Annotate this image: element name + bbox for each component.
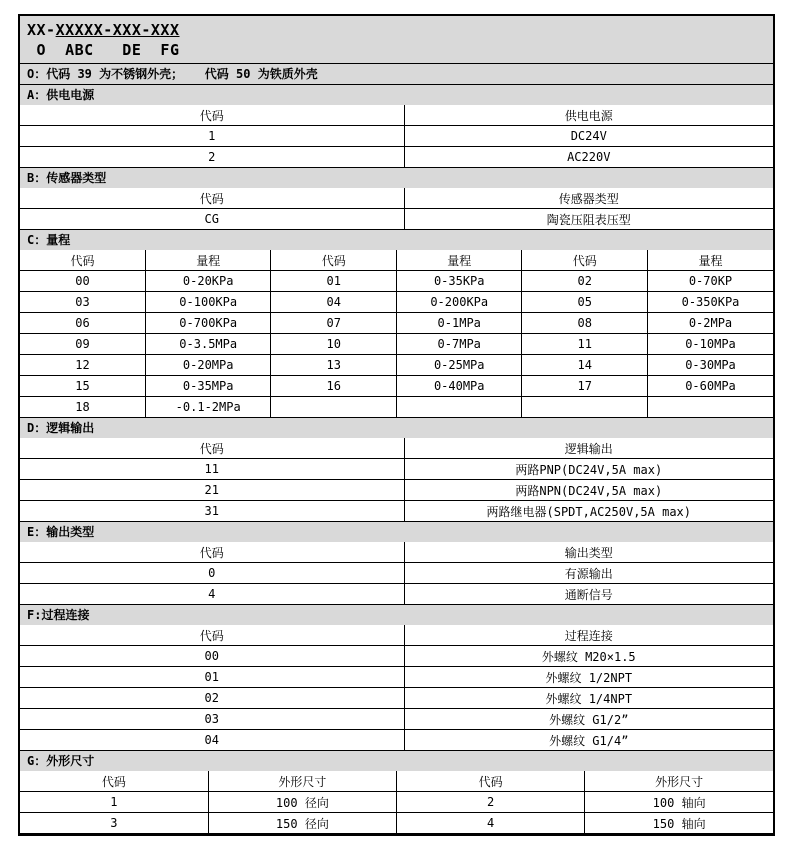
column-header-row (20, 542, 773, 563)
section-E (20, 522, 773, 605)
title-block (20, 16, 773, 64)
table-row (20, 563, 773, 584)
column-header-cell: 代码 (271, 250, 397, 271)
column-header-row (20, 105, 773, 126)
table-row (20, 147, 773, 168)
code-cell: 11 (20, 459, 404, 480)
code-cell: 16 (271, 376, 397, 397)
value-cell: 外螺纹 M20×1.5 (404, 646, 773, 667)
column-header-row (20, 438, 773, 459)
value-cell: 陶瓷压阻表压型 (404, 209, 773, 230)
value-cell: 150 轴向 (585, 813, 773, 834)
column-header-cell: 外形尺寸 (208, 771, 396, 792)
code-cell (522, 397, 648, 418)
code-cell: 11 (522, 334, 648, 355)
value-cell: 通断信号 (404, 584, 773, 605)
code-cell (271, 397, 397, 418)
code-cell: 08 (522, 313, 648, 334)
section-title-F: F:过程连接 (20, 605, 773, 625)
table-row (20, 646, 773, 667)
code-cell: 12 (20, 355, 145, 376)
model-code (27, 20, 773, 40)
code-cell: 4 (20, 584, 404, 605)
column-header-cell: 量程 (145, 250, 271, 271)
model-code-underlined: XXXXX-XXX-XXX (55, 21, 180, 39)
section-title-B: B：传感器类型 (20, 168, 773, 188)
code-cell: 0 (20, 563, 404, 584)
code-cell: CG (20, 209, 404, 230)
code-cell: 2 (397, 792, 585, 813)
column-header-cell: 代码 (397, 771, 585, 792)
table-row (20, 209, 773, 230)
code-cell: 02 (522, 271, 648, 292)
code-cell: 31 (20, 501, 404, 522)
code-cell: 03 (20, 709, 404, 730)
value-cell: 0-10MPa (648, 334, 774, 355)
value-cell: 0-30MPa (648, 355, 774, 376)
table-row (20, 709, 773, 730)
value-cell: 0-60MPa (648, 376, 774, 397)
table-row (20, 313, 773, 334)
column-header-row (20, 188, 773, 209)
column-header-cell: 输出类型 (404, 542, 773, 563)
value-cell: 150 径向 (208, 813, 396, 834)
section-table-A (20, 105, 773, 168)
section-title-A: A：供电电源 (20, 85, 773, 105)
code-cell: 14 (522, 355, 648, 376)
code-cell: 13 (271, 355, 397, 376)
value-cell: 外螺纹 G1/2” (404, 709, 773, 730)
section-D (20, 418, 773, 522)
value-cell: 100 轴向 (585, 792, 773, 813)
section-G (20, 751, 773, 834)
table-row (20, 792, 773, 813)
model-code-spec-table (18, 14, 775, 836)
table-row (20, 688, 773, 709)
table-row (20, 397, 773, 418)
column-header-row (20, 771, 773, 792)
column-header-cell: 代码 (20, 771, 208, 792)
code-cell: 01 (271, 271, 397, 292)
value-cell: 0-20MPa (145, 355, 271, 376)
value-cell: 0-2MPa (648, 313, 774, 334)
section-C (20, 230, 773, 418)
code-cell: 3 (20, 813, 208, 834)
value-cell: 0-1MPa (396, 313, 522, 334)
code-cell: 04 (20, 730, 404, 751)
value-cell: 两路继电器(SPDT,AC250V,5A max) (404, 501, 773, 522)
value-cell: 100 径向 (208, 792, 396, 813)
value-cell: 0-7MPa (396, 334, 522, 355)
section-table-E (20, 542, 773, 605)
value-cell: 0-35KPa (396, 271, 522, 292)
code-cell: 01 (20, 667, 404, 688)
value-cell: 0-35MPa (145, 376, 271, 397)
section-B (20, 168, 773, 230)
code-cell: 02 (20, 688, 404, 709)
section-table-C (20, 250, 773, 418)
section-title-E: E：输出类型 (20, 522, 773, 542)
code-cell: 04 (271, 292, 397, 313)
segment-labels: O ABC DE FG (27, 41, 180, 59)
column-header-cell: 代码 (20, 105, 404, 126)
value-cell: 外螺纹 G1/4” (404, 730, 773, 751)
value-cell: 0-70KP (648, 271, 774, 292)
value-cell: DC24V (404, 126, 773, 147)
code-cell: 1 (20, 792, 208, 813)
value-cell: AC220V (404, 147, 773, 168)
table-row (20, 334, 773, 355)
value-cell: 0-3.5MPa (145, 334, 271, 355)
value-cell: 外螺纹 1/4NPT (404, 688, 773, 709)
code-cell: 2 (20, 147, 404, 168)
column-header-cell: 代码 (20, 625, 404, 646)
section-table-D (20, 438, 773, 522)
code-cell: 4 (397, 813, 585, 834)
code-cell: 21 (20, 480, 404, 501)
value-cell: 两路NPN(DC24V,5A max) (404, 480, 773, 501)
table-row (20, 126, 773, 147)
table-row (20, 355, 773, 376)
code-cell: 07 (271, 313, 397, 334)
value-cell (648, 397, 774, 418)
section-table-B (20, 188, 773, 230)
table-row (20, 376, 773, 397)
table-row (20, 584, 773, 605)
column-header-row (20, 250, 773, 271)
column-header-cell: 量程 (396, 250, 522, 271)
code-cell: 17 (522, 376, 648, 397)
section-title-D: D：逻辑输出 (20, 418, 773, 438)
sections (20, 85, 773, 834)
value-cell: 0-20KPa (145, 271, 271, 292)
code-cell: 06 (20, 313, 145, 334)
shell-note: O：代码 39 为不锈钢外壳； 代码 50 为铁质外壳 (20, 64, 773, 85)
section-table-F (20, 625, 773, 751)
value-cell: 0-700KPa (145, 313, 271, 334)
column-header-cell: 传感器类型 (404, 188, 773, 209)
value-cell: 外螺纹 1/2NPT (404, 667, 773, 688)
code-cell: 15 (20, 376, 145, 397)
code-cell: 03 (20, 292, 145, 313)
table-row (20, 271, 773, 292)
table-row (20, 730, 773, 751)
section-F (20, 605, 773, 751)
value-cell: 0-200KPa (396, 292, 522, 313)
column-header-cell: 代码 (20, 542, 404, 563)
column-header-row (20, 625, 773, 646)
value-cell: 有源输出 (404, 563, 773, 584)
column-header-cell: 代码 (20, 250, 145, 271)
value-cell: 0-40MPa (396, 376, 522, 397)
section-A (20, 85, 773, 168)
value-cell: 0-100KPa (145, 292, 271, 313)
code-cell: 05 (522, 292, 648, 313)
code-cell: 00 (20, 646, 404, 667)
code-cell: 18 (20, 397, 145, 418)
section-title-G: G：外形尺寸 (20, 751, 773, 771)
column-header-cell: 供电电源 (404, 105, 773, 126)
value-cell: 两路PNP(DC24V,5A max) (404, 459, 773, 480)
value-cell: 0-25MPa (396, 355, 522, 376)
table-row (20, 292, 773, 313)
column-header-cell: 外形尺寸 (585, 771, 773, 792)
table-row (20, 667, 773, 688)
value-cell (396, 397, 522, 418)
column-header-cell: 代码 (522, 250, 648, 271)
table-row (20, 459, 773, 480)
column-header-cell: 代码 (20, 438, 404, 459)
column-header-cell: 逻辑输出 (404, 438, 773, 459)
table-row (20, 813, 773, 834)
section-table-G (20, 771, 773, 834)
code-cell: 1 (20, 126, 404, 147)
code-cell: 10 (271, 334, 397, 355)
value-cell: -0.1-2MPa (145, 397, 271, 418)
code-cell: 09 (20, 334, 145, 355)
model-code-prefix: XX- (27, 21, 56, 39)
table-row (20, 501, 773, 522)
table-row (20, 480, 773, 501)
code-cell: 00 (20, 271, 145, 292)
column-header-cell: 过程连接 (404, 625, 773, 646)
column-header-cell: 量程 (648, 250, 774, 271)
section-title-C: C：量程 (20, 230, 773, 250)
value-cell: 0-350KPa (648, 292, 774, 313)
column-header-cell: 代码 (20, 188, 404, 209)
